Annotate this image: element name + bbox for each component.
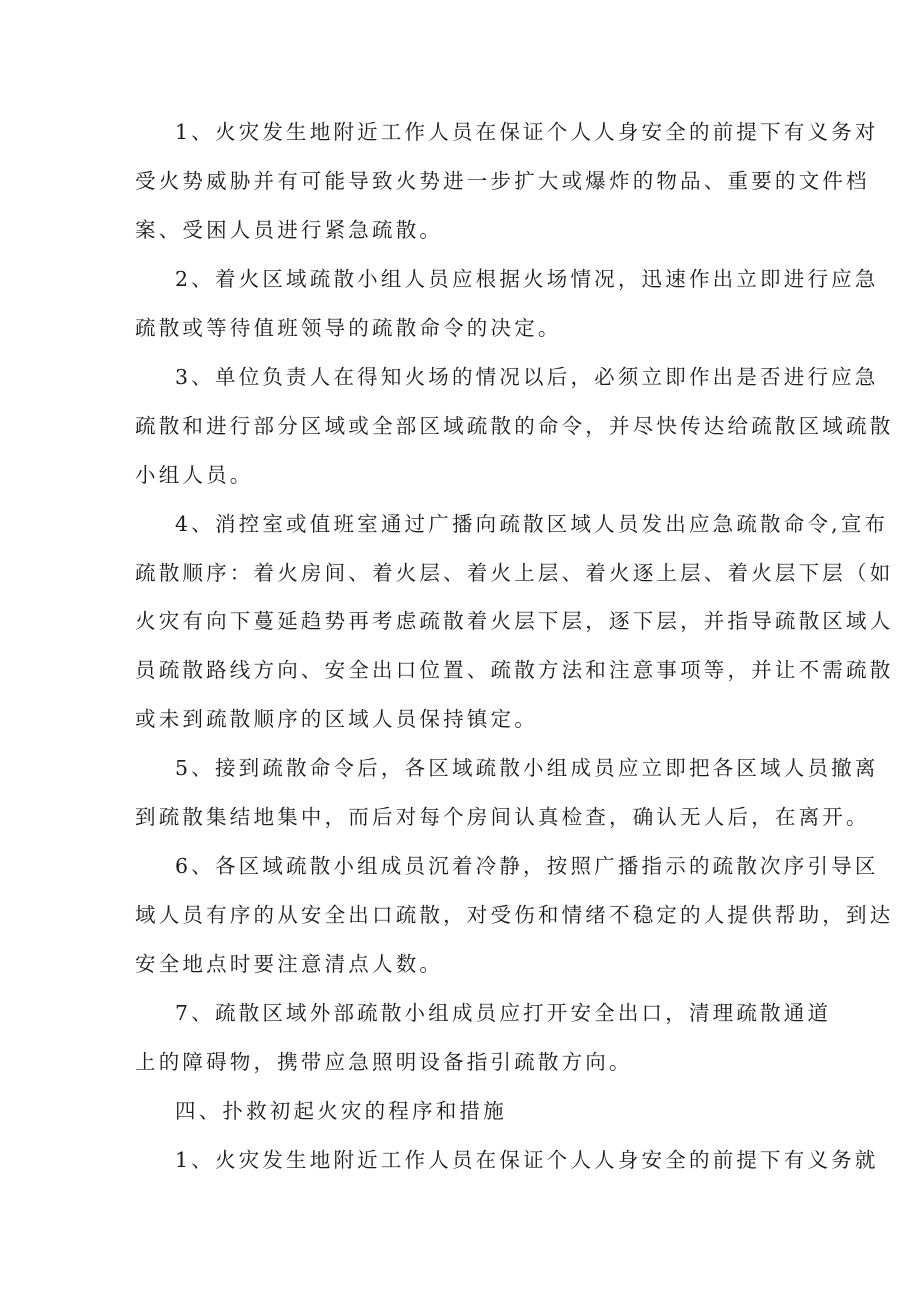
text-line: 1、火灾发生地附近工作人员在保证个人人身安全的前提下有义务对 <box>175 120 879 144</box>
text-line: 员疏散路线方向、安全出口位置、疏散方法和注意事项等，并让不需疏散 <box>135 658 894 682</box>
text-line: 疏散和进行部分区域或全部区域疏散的命令，并尽快传达给疏散区域疏散 <box>135 414 894 438</box>
text-line: 安全地点时要注意清点人数。 <box>135 952 444 976</box>
section-heading: 四、扑救初起火灾的程序和措施 <box>175 1099 507 1123</box>
text-line: 疏散或等待值班领导的疏散命令的决定。 <box>135 316 562 340</box>
text-line: 受火势威胁并有可能导致火势进一步扩大或爆炸的物品、重要的文件档 <box>135 169 870 193</box>
text-line: 5、接到疏散命令后，各区域疏散小组成员应立即把各区域人员撤离 <box>175 756 879 780</box>
text-line: 7、疏散区域外部疏散小组成员应打开安全出口，清理疏散通道 <box>175 1001 832 1025</box>
text-line: 疏散顺序：着火房间、着火层、着火上层、着火逐上层、着火层下层（如 <box>135 561 894 585</box>
text-line: 3、单位负责人在得知火场的情况以后，必须立即作出是否进行应急 <box>175 365 879 389</box>
text-line: 4、消控室或值班室通过广播向疏散区域人员发出应急疏散命令,宣布 <box>175 512 889 536</box>
text-line: 6、各区域疏散小组成员沉着冷静，按照广播指示的疏散次序引导区 <box>175 854 879 878</box>
text-line: 案、受困人员进行紧急疏散。 <box>135 218 444 242</box>
text-line: 到疏散集结地集中，而后对每个房间认真检查，确认无人后，在离开。 <box>135 805 870 829</box>
text-line: 或未到疏散顺序的区域人员保持镇定。 <box>135 707 538 731</box>
text-line: 1、火灾发生地附近工作人员在保证个人人身安全的前提下有义务就 <box>175 1148 879 1172</box>
text-line: 域人员有序的从安全出口疏散，对受伤和情绪不稳定的人提供帮助，到达 <box>135 903 894 927</box>
text-line: 火灾有向下蔓延趋势再考虑疏散着火层下层，逐下层，并指导疏散区域人 <box>135 609 894 633</box>
text-line: 小组人员。 <box>135 463 254 487</box>
text-line: 上的障碍物，携带应急照明设备指引疏散方向。 <box>135 1050 633 1074</box>
text-line: 2、着火区域疏散小组人员应根据火场情况，迅速作出立即进行应急 <box>175 267 879 291</box>
